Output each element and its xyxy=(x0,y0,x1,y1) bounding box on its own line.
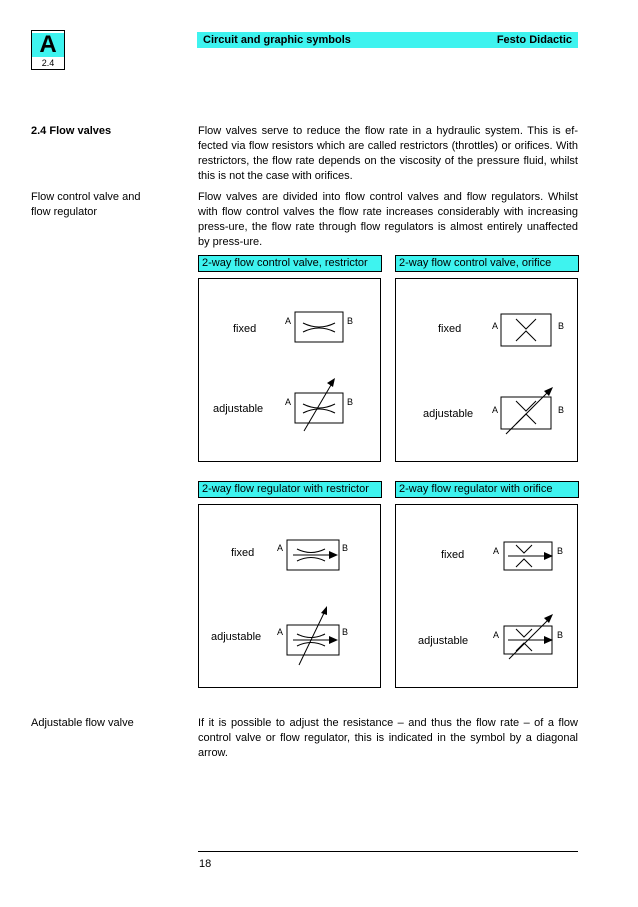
header-brand: Festo Didactic xyxy=(496,34,572,46)
port-a-label: A xyxy=(285,316,292,326)
label-adjustable: adjustable xyxy=(213,403,264,415)
header-title: Circuit and graphic symbols xyxy=(203,34,351,46)
chapter-tab xyxy=(31,30,65,70)
restrictor-symbols xyxy=(199,279,380,461)
port-a-label: A xyxy=(277,543,284,553)
page-header xyxy=(197,32,578,48)
port-a-label: A xyxy=(493,630,500,640)
page-number: 18 xyxy=(199,858,212,870)
port-a-label: A xyxy=(277,627,284,637)
port-a-label: A xyxy=(492,405,499,415)
label-fixed: fixed xyxy=(438,323,462,335)
panel-caption-regulator-orifice: 2-way flow regulator with orifice xyxy=(395,481,579,498)
label-adjustable: adjustable xyxy=(211,631,262,643)
port-b-label: B xyxy=(342,543,349,553)
panel-flow-control-orifice xyxy=(395,278,578,462)
port-b-label: B xyxy=(558,405,565,415)
orifice-symbols xyxy=(396,279,577,461)
label-adjustable: adjustable xyxy=(423,408,474,420)
port-a-label: A xyxy=(493,546,500,556)
flow-control-side-label: Flow control valve and flow regulator xyxy=(31,191,141,218)
label-adjustable: adjustable xyxy=(418,635,469,647)
chapter-number: 2.4 xyxy=(41,58,55,68)
panel-caption-regulator-restrictor: 2-way flow regulator with restrictor xyxy=(198,481,382,498)
panel-caption-orifice: 2-way flow control valve, orifice xyxy=(395,255,579,272)
footer-divider xyxy=(198,851,578,852)
section-intro: Flow valves serve to reduce the flow rate in a hydraulic system. This is ef-fected via flow resistors which are called restrictors (throttles) or orifices. With restrictors, the flow rate depends on the viscosity of the pressure fluid, whilst this is not the case with orifices. xyxy=(198,125,578,182)
port-b-label: B xyxy=(347,397,354,407)
section-heading: 2.4 Flow valves xyxy=(31,125,112,137)
adjustable-text: If it is possible to adjust the resistance – and thus the flow rate – of a flow control valve or flow regulator, this is indicated in the symbol by a diagonal arrow. xyxy=(198,717,578,759)
port-b-label: B xyxy=(557,546,564,556)
adjustable-side-label: Adjustable flow valve xyxy=(31,717,134,729)
panel-regulator-restrictor xyxy=(198,504,381,688)
panel-regulator-orifice xyxy=(395,504,578,688)
regulator-orifice-symbols xyxy=(396,505,577,687)
chapter-letter: A xyxy=(32,33,64,57)
regulator-restrictor-symbols xyxy=(199,505,380,687)
label-fixed: fixed xyxy=(441,549,465,561)
port-a-label: A xyxy=(492,321,499,331)
port-b-label: B xyxy=(557,630,564,640)
port-b-label: B xyxy=(347,316,354,326)
panel-flow-control-restrictor xyxy=(198,278,381,462)
label-fixed: fixed xyxy=(233,323,257,335)
port-a-label: A xyxy=(285,397,292,407)
port-b-label: B xyxy=(342,627,349,637)
label-fixed: fixed xyxy=(231,547,255,559)
panel-caption-restrictor: 2-way flow control valve, restrictor xyxy=(198,255,382,272)
flow-control-text: Flow valves are divided into flow control valves and flow regulators. Whilst with flow control valves the flow rate increases considerably with increasing press-ure, the flow rate through flow regulators is almost entirely unaffected by press-ure. xyxy=(198,191,578,248)
port-b-label: B xyxy=(558,321,565,331)
